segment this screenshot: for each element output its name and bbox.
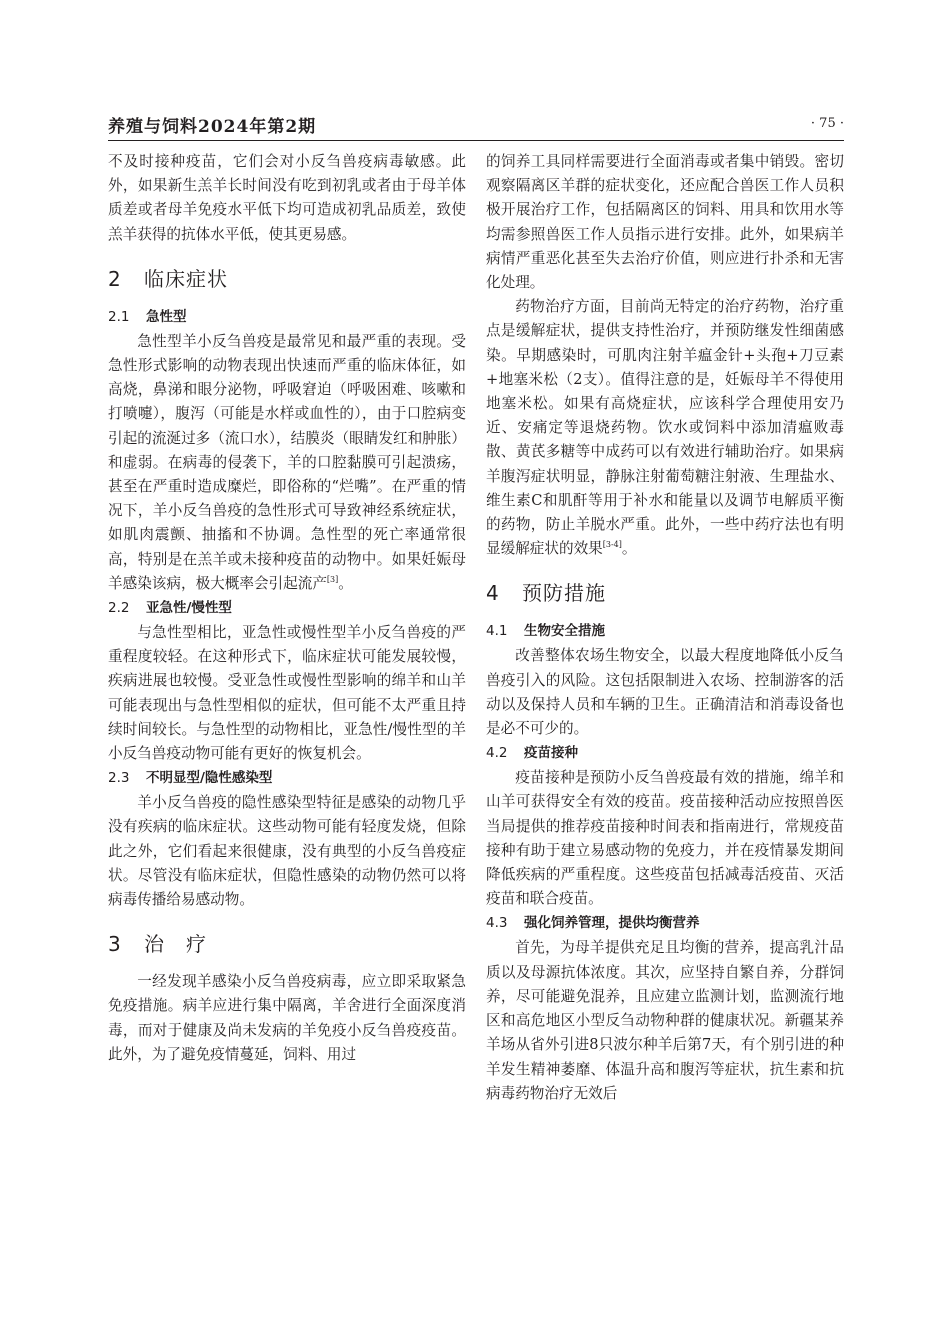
running-header [108, 108, 844, 142]
paragraph-treatment: 一经发现羊感染小反刍兽疫病毒，应立即采取紧急免疫措施。病羊应进行集中隔离，羊舍进行全面深度消毒，而对于健康及尚未发病的羊免疫小反刍兽疫疫苗。此外，为了避免疫情蔓延，饲料、用过 [108, 973, 466, 1063]
paragraph-continued: 不及时接种疫苗，它们会对小反刍兽疫病毒敏感。此外，如果新生羔羊长时间没有吃到初乳或者由于母羊体质差或者母羊免疫水平低下均可造成初乳品质差，致使羔羊获得的抗体水平低，使其更易感。 [108, 153, 466, 243]
subsection-title: 强化饲养管理，提供均衡营养 [524, 915, 700, 932]
paragraph-vaccination: 疫苗接种是预防小反刍兽疫最有效的措施，绵羊和山羊可获得安全有效的疫苗。疫苗接种活动应按照兽医当局提供的推荐疫苗接种时间表和指南进行，常规疫苗接种有助于建立易感动物的免疫力，并在疫情暴发期间降低疾病的严重程度。这些疫苗包括减毒活疫苗、灭活疫苗和联合疫苗。 [486, 769, 844, 908]
paragraph-acute [108, 330, 466, 596]
journal-title: 养殖与饲料2024年第2期 [108, 117, 317, 137]
paragraph-text: 急性型羊小反刍兽疫是最常见和最严重的表现。受急性形式影响的动物表现出快速而严重的临床体征，如高烧，鼻涕和眼分泌物，呼吸窘迫（呼吸困难、咳嗽和打喷嚏），腹泻（可能是水样或血性的），由于口腔病变引起的流涎过多（流口水），结膜炎（眼睛发红和肿胀）和虚弱。在病毒的侵袭下，羊的口腔黏膜可引起溃疡，甚至在严重时造成糜烂，即俗称的“烂嘴”。在严重的情况下，羊小反刍兽疫的急性形式可导致神经系统症状，如肌肉震颤、抽搐和不协调。急性型的死亡率通常很高，特别是在羔羊或未接种疫苗的动物中。如果妊娠母羊感染该病，极大概率会引起流产 [108, 332, 466, 592]
subsection-number: 2.3 [108, 770, 130, 787]
section-heading-clinical-symptoms [108, 253, 466, 305]
paragraph-subacute: 与急性型相比，亚急性或慢性型羊小反刍兽疫的严重程度较轻。在这种形式下，临床症状可能发展较慢，疾病进展也较慢。受亚急性或慢性型影响的绵羊和山羊可能表现出与急性型相似的症状，但可能不太严重且持续时间较长。与急性型的动物相比，亚急性/慢性型的羊小反刍兽疫动物可能有更好的恢复机会。 [108, 624, 466, 763]
citation-ref: [3] [326, 574, 339, 584]
subsection-number: 2.2 [108, 600, 130, 617]
subsection-title: 疫苗接种 [524, 745, 578, 762]
paragraph-end: 。 [338, 574, 353, 592]
subsection-heading-latent [108, 766, 466, 791]
subsection-title: 亚急性/慢性型 [146, 600, 232, 617]
section-title: 预防措施 [522, 581, 606, 606]
left-column [108, 150, 466, 1067]
subsection-number: 4.2 [486, 745, 508, 762]
subsection-title: 急性型 [146, 308, 187, 325]
citation-ref: [3-4] [602, 540, 622, 550]
section-title: 临床症状 [144, 266, 228, 291]
paragraph-latent: 羊小反刍兽疫的隐性感染型特征是感染的动物几乎没有疾病的临床症状。这些动物可能有轻度发烧，但除此之外，它们看起来很健康，没有典型的小反刍兽疫症状。尽管没有临床症状，但隐性感染的动物仍然可以将病毒传播给易感动物。 [108, 794, 466, 909]
section-heading-treatment [108, 918, 466, 970]
subsection-number: 4.1 [486, 623, 508, 640]
section-number: 3 [108, 932, 122, 957]
section-heading-prevention [486, 567, 844, 619]
subsection-number: 4.3 [486, 915, 508, 932]
paragraph-feeding: 首先，为母羊提供充足且均衡的营养，提高乳汁品质以及母源抗体浓度。其次，应坚持自繁自养，分群饲养，尽可能避免混养，且应建立监测计划，监测流行地区和高危地区小型反刍动物种群的健康状况。新疆某养羊场从省外引进8只波尔种羊后第7天，有个别引进的种羊发生精神萎靡、体温升高和腹泻等症状，抗生素和抗病毒药物治疗无效后 [486, 939, 844, 1102]
right-column [486, 150, 844, 1106]
subsection-heading-subacute [108, 596, 466, 621]
subsection-heading-vaccination [486, 741, 844, 766]
paragraph-biosecurity: 改善整体农场生物安全，以最大程度地降低小反刍兽疫引入的风险。这包括限制进入农场、控制游客的活动以及保持人员和车辆的卫生。正确清洁和消毒设备也是必不可少的。 [486, 647, 844, 738]
header-rule [108, 140, 844, 141]
paragraph-continued: 的饲养工具同样需要进行全面消毒或者集中销毁。密切观察隔离区羊群的症状变化，还应配合兽医工作人员积极开展治疗工作，包括隔离区的饲料、用具和饮用水等均需参照兽医工作人员指示进行安排。此外，如果病羊病情严重恶化甚至失去治疗价值，则应进行扑杀和无害化处理。 [486, 153, 844, 292]
section-number: 2 [108, 266, 122, 291]
subsection-heading-acute [108, 305, 466, 330]
paragraph-drug-treatment [486, 295, 844, 561]
section-title: 治 疗 [144, 932, 207, 957]
subsection-heading-biosecurity [486, 619, 844, 644]
paragraph-text: 药物治疗方面，目前尚无特定的治疗药物，治疗重点是缓解症状，提供支持性治疗，并预防继发性细菌感染。早期感染时，可肌肉注射羊瘟金针+头孢+刀豆素+地塞米松（2支）。值得注意的是，妊娠母羊不得使用地塞米松。如果有高烧症状，应该科学合理使用安乃近、安痛定等退烧药物。饮水或饲料中添加清瘟败毒散、黄芪多糖等中成药可以有效进行辅助治疗。如果病羊腹泻症状明显，静脉注射葡萄糖注射液、生理盐水、维生素C和肌酐等用于补水和能量以及调节电解质平衡的药物，防止羊脱水严重。此外，一些中药疗法也有明显缓解症状的效果 [486, 298, 844, 558]
subsection-title: 不明显型/隐性感染型 [146, 770, 273, 787]
subsection-number: 2.1 [108, 308, 130, 325]
page-number: · 75 · [810, 116, 844, 131]
section-number: 4 [486, 581, 500, 606]
subsection-title: 生物安全措施 [524, 623, 605, 640]
paragraph-end: 。 [621, 540, 637, 558]
subsection-heading-feeding [486, 911, 844, 936]
